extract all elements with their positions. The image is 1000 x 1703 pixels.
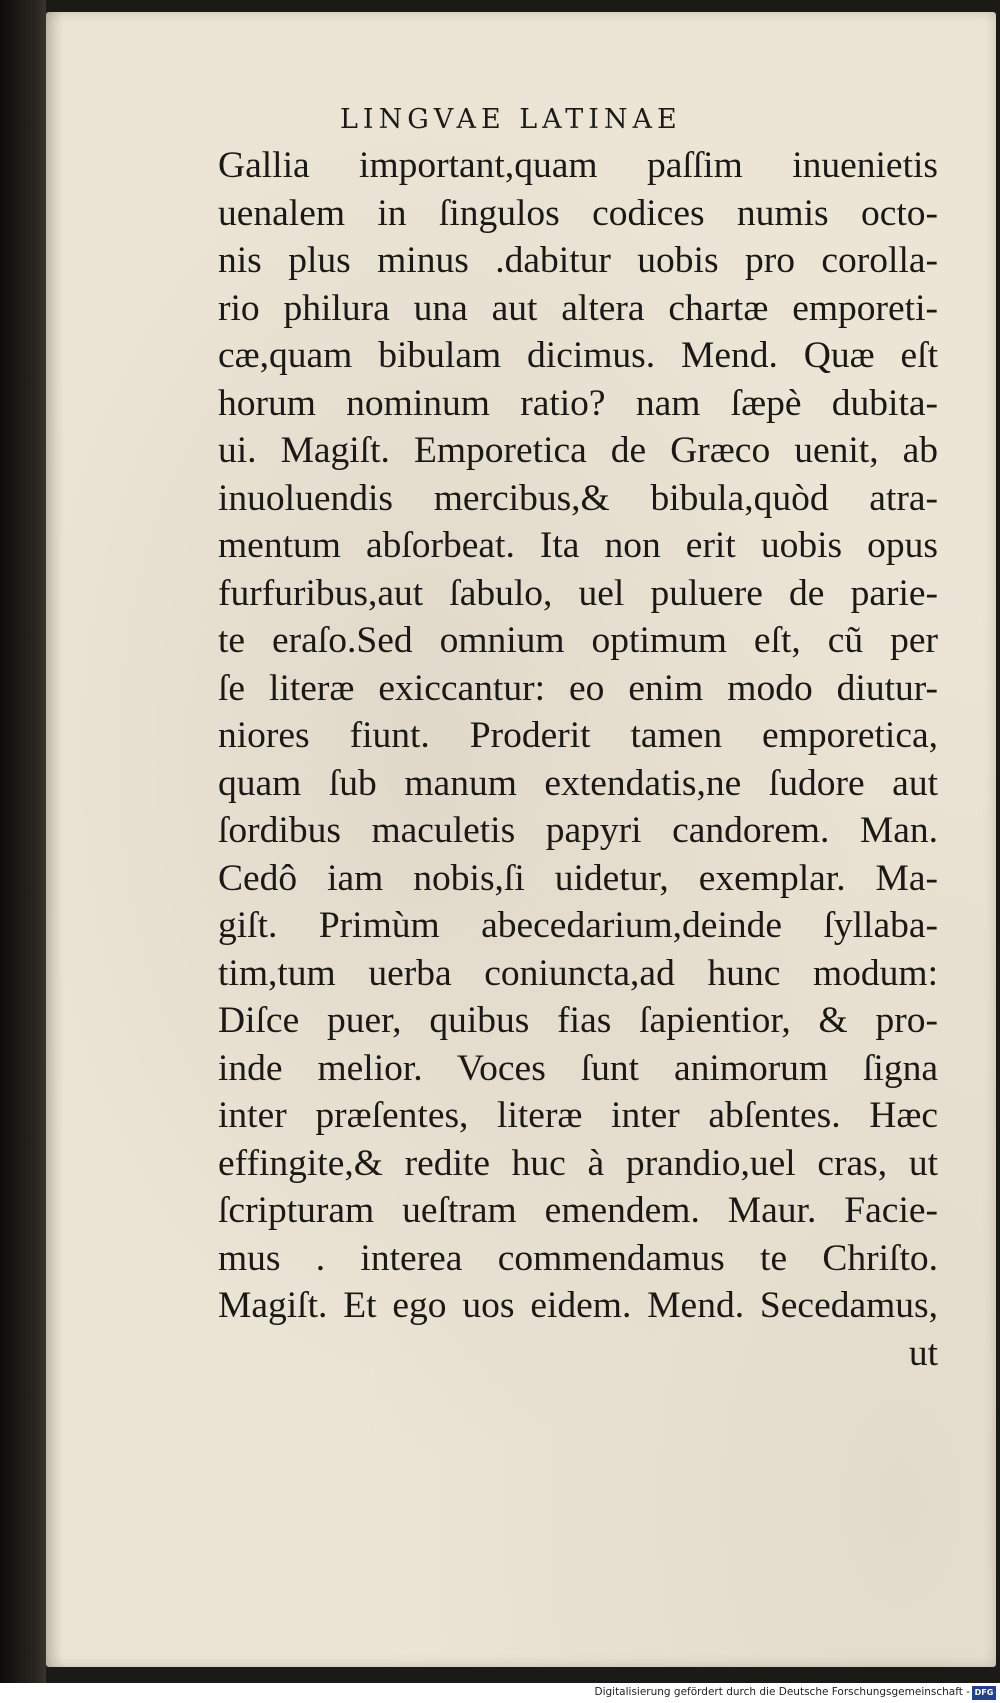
text-line: uenalem in ſingulos codices numis octo- bbox=[218, 192, 938, 234]
digitization-credit: Digitalisierung gefördert durch die Deutsche Forschungsgemeinschaft - bbox=[594, 1686, 970, 1698]
text-line: horum nominum ratio? nam ſæpè dubita- bbox=[218, 382, 938, 424]
text-line: cæ,quam bibulam dicimus. Mend. Quæ eſt bbox=[218, 335, 938, 376]
text-line: Gallia important,quam paſſim inuenietis bbox=[218, 145, 938, 186]
book-spine-edge bbox=[0, 0, 46, 1703]
text-line: tim,tum uerba coniuncta,ad hunc modum: bbox=[218, 952, 938, 994]
text-line: furfuribus,aut ſabulo, uel puluere de parie- bbox=[218, 572, 938, 614]
text-line: nis plus minus .dabitur uobis pro corolla- bbox=[218, 240, 938, 281]
running-head: LINGVAE LATINAE bbox=[340, 104, 682, 135]
text-line: mentum abſorbeat. Ita non erit uobis opus bbox=[218, 525, 938, 566]
catchword: ut bbox=[908, 1332, 938, 1374]
text-line: effingite,& redite huc à prandio,uel cras, ut bbox=[218, 1142, 938, 1184]
text-line: Magiſt. Et ego uos eidem. Mend. Secedamus, bbox=[218, 1285, 938, 1326]
text-line: quam ſub manum extendatis,ne ſudore aut bbox=[218, 762, 938, 804]
dfg-logo: DFG bbox=[972, 1686, 996, 1700]
text-line: ſordibus maculetis papyri candorem. Man. bbox=[218, 810, 938, 851]
text-line: ſe literæ exiccantur: eo enim modo diutur- bbox=[218, 667, 938, 709]
text-line: ui. Magiſt. Emporetica de Græco uenit, ab bbox=[218, 430, 938, 471]
text-line: Cedô iam nobis,ſi uidetur, exemplar. Ma- bbox=[218, 857, 938, 899]
text-line: giſt. Primùm abecedarium,deinde ſyllaba- bbox=[218, 905, 938, 946]
text-line: inter præſentes, literæ inter abſentes. Hæc bbox=[218, 1095, 938, 1136]
text-line: mus . interea commendamus te Chriſto. bbox=[218, 1237, 938, 1279]
text-line: Diſce puer, quibus fias ſapientior, & pro- bbox=[218, 1000, 938, 1041]
body-text bbox=[218, 142, 938, 1377]
text-line: niores fiunt. Proderit tamen emporetica, bbox=[218, 715, 938, 756]
text-line: ſcripturam ueſtram emendem. Maur. Facie- bbox=[218, 1190, 938, 1231]
text-line: inuoluendis mercibus,& bibula,quòd atra- bbox=[218, 477, 938, 519]
text-line: inde melior. Voces ſunt animorum ſigna bbox=[218, 1047, 938, 1089]
text-line: rio philura una aut altera chartæ emporeti- bbox=[218, 287, 938, 329]
text-line: te eraſo.Sed omnium optimum eſt, cũ per bbox=[218, 620, 938, 661]
